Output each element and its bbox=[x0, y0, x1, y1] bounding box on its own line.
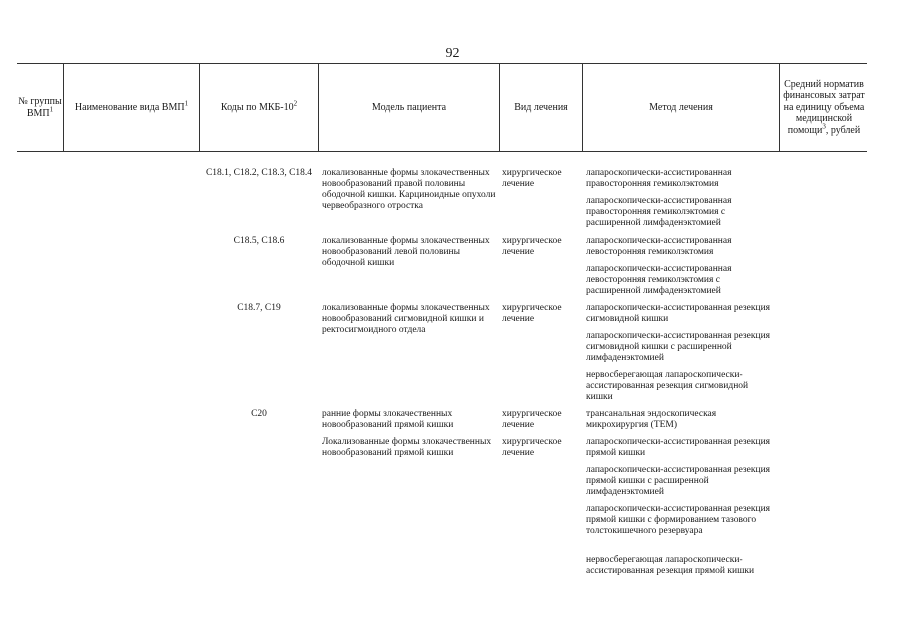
patient-model: локализованные формы злокачественных новообразований левой половины ободочной кишки bbox=[322, 236, 490, 268]
icd-code: C20 bbox=[251, 409, 267, 419]
treatment-method: лапароскопически-ассистированная резекция сигмовидной кишки с расширенной лимфаденэктомией bbox=[586, 331, 771, 363]
treatment-method: лапароскопически-ассистированная правосторонняя гемиколэктомия bbox=[586, 168, 732, 189]
treatment-type: хирургическое лечение bbox=[502, 303, 562, 324]
icd-code: C18.7, C19 bbox=[237, 303, 281, 313]
patient-model: локализованные формы злокачественных новообразований правой половины ободочной кишки. Карциноидные опухоли червеобразного отростка bbox=[322, 168, 496, 211]
treatment-type: хирургическое лечение bbox=[502, 168, 562, 189]
treatment-method: лапароскопически-ассистированная левосторонняя гемиколэктомия с расширенной лимфаденэктомией bbox=[586, 264, 732, 296]
icd-code: C18.1, C18.2, C18.3, C18.4 bbox=[205, 168, 313, 178]
treatment-method: трансанальная эндоскопическая микрохирургия (ТЕМ) bbox=[586, 409, 717, 430]
header-vmp-type: Наименование вида ВМП$^1$ bbox=[74, 99, 189, 113]
header-cost-standard: Средний норматив финансовых затрат на единицу объема медицинской помощи$^3$, рублей bbox=[783, 78, 865, 136]
header-group-number: № группы ВМП$^1$ bbox=[18, 96, 62, 119]
treatment-method: нервосберегающая лапароскопически-ассистированная резекция прямой кишки bbox=[586, 555, 755, 576]
header-treatment-type: Вид лечения bbox=[514, 101, 568, 113]
treatment-type: хирургическое лечение bbox=[502, 437, 562, 458]
header-treatment-method: Метод лечения bbox=[649, 101, 713, 113]
icd-code: C18.5, C18.6 bbox=[233, 236, 285, 246]
treatment-method: нервосберегающая лапароскопически-ассистированная резекция сигмовидной кишки bbox=[586, 370, 749, 402]
treatment-method: лапароскопически-ассистированная резекция прямой кишки bbox=[586, 437, 771, 458]
header-icd-codes: Коды по МКБ-$10^2$ bbox=[220, 99, 298, 113]
treatment-method: лапароскопически-ассистированная правосторонняя гемиколэктомия с расширенной лимфаденэктомией bbox=[586, 196, 732, 228]
treatment-method: лапароскопически-ассистированная резекция прямой кишки с расширенной лимфаденэктомией bbox=[586, 465, 771, 497]
header-patient-model: Модель пациента bbox=[371, 101, 447, 113]
patient-model: локализованные формы злокачественных новообразований сигмовидной кишки и ректосигмоидного отдела bbox=[322, 303, 490, 335]
page-number: 92 bbox=[445, 46, 460, 61]
treatment-method: лапароскопически-ассистированная левосторонняя гемиколэктомия bbox=[586, 236, 732, 257]
header-bottom-border bbox=[17, 151, 867, 152]
treatment-type: хирургическое лечение bbox=[502, 236, 562, 257]
treatment-type: хирургическое лечение bbox=[502, 409, 562, 430]
treatment-method: лапароскопически-ассистированная резекция прямой кишки с формированием тазового толстокишечного резервуара bbox=[586, 504, 771, 536]
patient-model: Локализованные формы злокачественных новообразований прямой кишки bbox=[322, 437, 492, 458]
treatment-method: лапароскопически-ассистированная резекция сигмовидной кишки bbox=[586, 303, 771, 324]
patient-model: ранние формы злокачественных новообразований прямой кишки bbox=[322, 409, 454, 430]
